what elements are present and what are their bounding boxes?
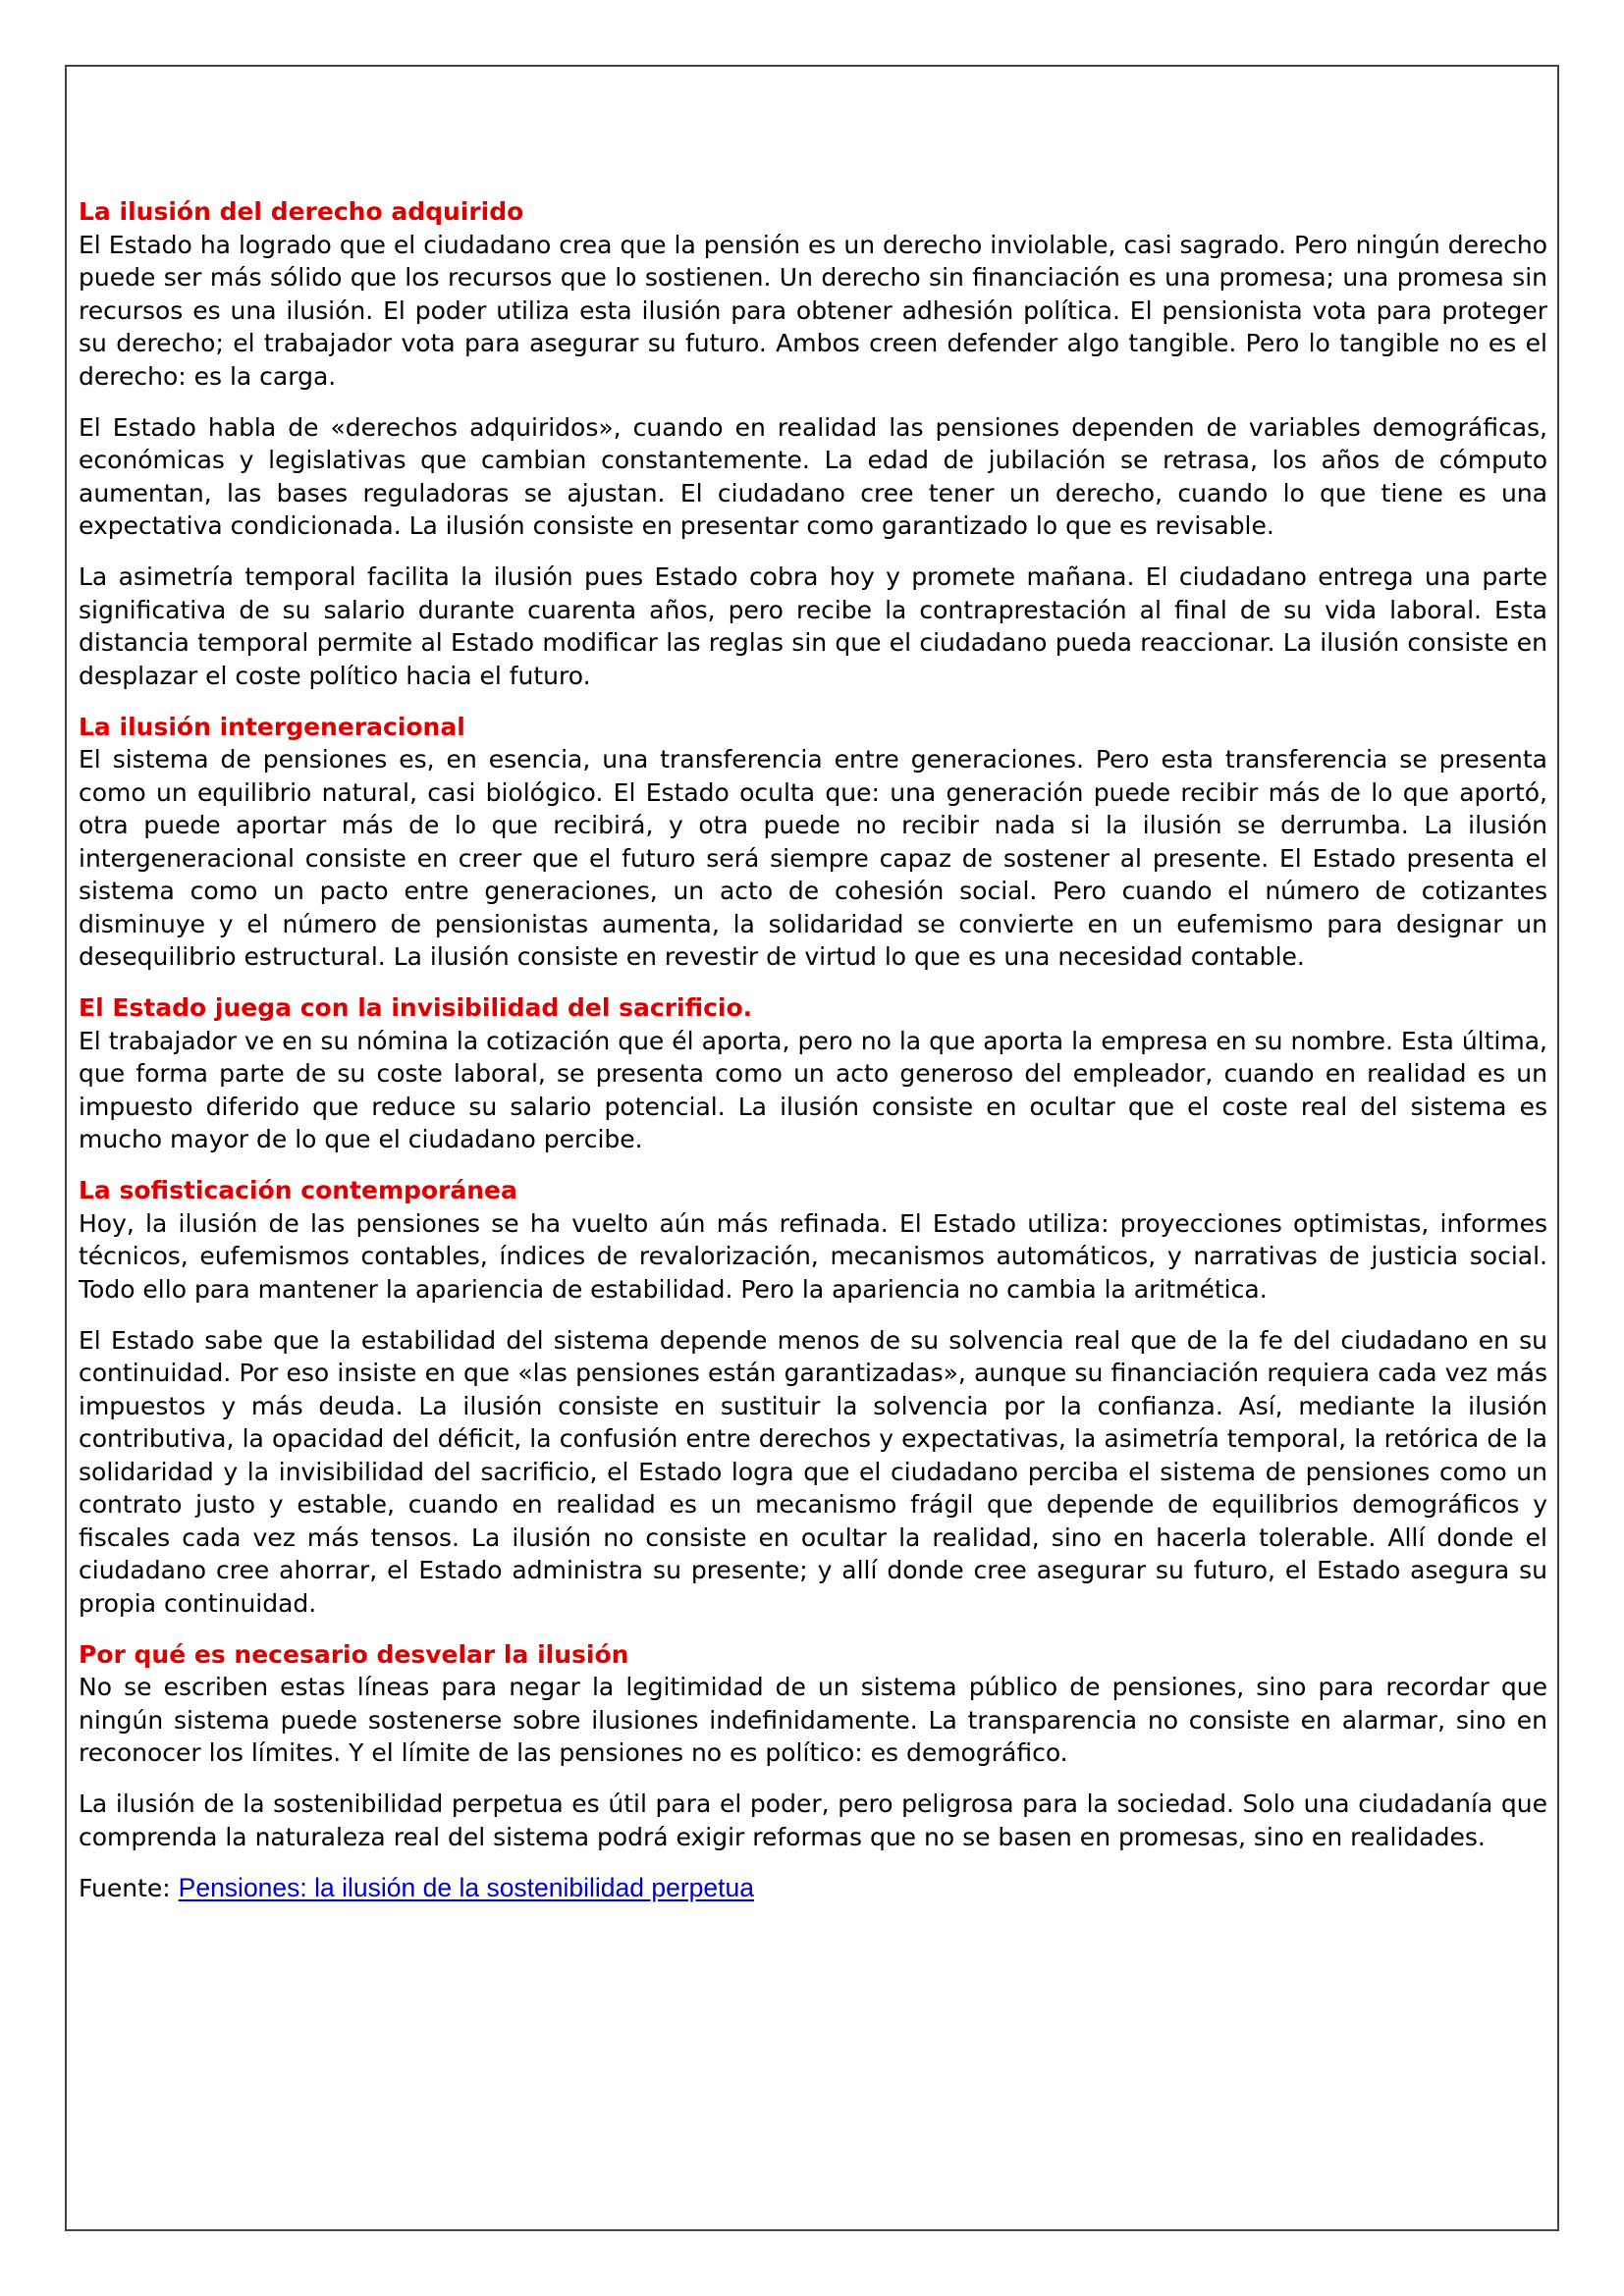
paragraph: El Estado ha logrado que el ciudadano crea que la pensión es un derecho inviolable, casi sagrado. Pero ningún derecho puede ser más sólido que los recursos que lo sostienen. Un derecho sin financiación es una promesa; una promesa sin recursos es una ilusión. El poder utiliza esta ilusión para obtener adhesión política. El pensionista vota para proteger su derecho; el trabajador vota para asegurar su futuro. Ambos creen defender algo tangible. Pero lo tangible no es el derecho: es la carga. [79, 230, 1547, 391]
section-heading: La ilusión del derecho adquirido [79, 197, 524, 226]
section-sofisticacion [79, 1174, 1547, 1306]
paragraph: El Estado habla de «derechos adquiridos», cuando en realidad las pensiones dependen de variables demográficas, económicas y legislativas que cambian constantemente. La edad de jubilación se retrasa, los años de cómputo aumentan, las bases reguladoras se ajustan. El ciudadano cree tener un derecho, cuando lo que tiene es una expectativa condicionada. La ilusión consiste en presentar como garantizado lo que es revisable. [79, 412, 1547, 540]
section-heading: La ilusión intergeneracional [79, 712, 465, 741]
section-heading: Por qué es necesario desvelar la ilusión [79, 1639, 629, 1669]
source-label: Fuente: [79, 1873, 171, 1902]
section-desvelar-ilusion [79, 1638, 1547, 1770]
paragraph: Hoy, la ilusión de las pensiones se ha vuelto aún más refinada. El Estado utiliza: proyecciones optimistas, informes técnicos, eufemismos contables, índices de revalorización, mecanismos automáticos, y narrativas de justicia social. Todo ello para mantener la apariencia de estabilidad. Pero la apariencia no cambia la aritmética. [79, 1208, 1547, 1304]
section-derecho-adquirido [79, 195, 1547, 393]
paragraph: El Estado sabe que la estabilidad del sistema depende menos de su solvencia real que de la fe del ciudadano en su continuidad. Por eso insiste en que «las pensiones están garantizadas», aunque su financiación requiera cada vez más impuestos y más deuda. La ilusión consiste en sustituir la solvencia por la confianza. Así, mediante la ilusión contributiva, la opacidad del déficit, la confusión entre derechos y expectativas, la asimetría temporal, la retórica de la solidaridad y la invisibilidad del sacrificio, el Estado logra que el ciudadano perciba el sistema de pensiones como un contrato justo y estable, cuando en realidad es un mecanismo frágil que depende de equilibrios demográficos y fiscales cada vez más tensos. La ilusión no consiste en ocultar la realidad, sino en hacerla tolerable. Allí donde el ciudadano cree ahorrar, el Estado administra su presente; y allí donde cree asegurar su futuro, el Estado asegura su propia continuidad. [79, 1325, 1547, 1618]
paragraph: La asimetría temporal facilita la ilusión pues Estado cobra hoy y promete mañana. El ciudadano entrega una parte significativa de su salario durante cuarenta años, pero recibe la contraprestación al final de su vida laboral. Esta distancia temporal permite al Estado modificar las reglas sin que el ciudadano pueda reaccionar. La ilusión consiste en desplazar el coste político hacia el futuro. [79, 562, 1547, 690]
paragraph-block [79, 1788, 1547, 1853]
source-line [79, 1872, 1547, 1905]
paragraph-block [79, 561, 1547, 692]
section-heading: El Estado juega con la invisibilidad del sacrificio. [79, 993, 753, 1022]
paragraph: No se escriben estas líneas para negar la legitimidad de un sistema público de pensiones, sino para recordar que ningún sistema puede sostenerse sobre ilusiones indefinidamente. La transparencia no consiste en alarmar, sino en reconocer los límites. Y el límite de las pensiones no es político: es demográfico. [79, 1673, 1547, 1767]
section-heading: La sofisticación contemporánea [79, 1176, 517, 1204]
section-invisibilidad-sacrificio [79, 991, 1547, 1156]
paragraph: La ilusión de la sostenibilidad perpetua es útil para el poder, pero peligrosa para la sociedad. Solo una ciudadanía que comprenda la naturaleza real del sistema podrá exigir reformas que no se basen en promesas, sino en realidades. [79, 1789, 1547, 1851]
paragraph-block [79, 411, 1547, 543]
paragraph: El sistema de pensiones es, en esencia, una transferencia entre generaciones. Pero esta transferencia se presenta como un equilibrio natural, casi biológico. El Estado oculta que: una generación puede recibir más de lo que aportó, otra puede aportar más de lo que recibirá, y otra puede no recibir nada si la ilusión se derrumba. La ilusión intergeneracional consiste en creer que el futuro será siempre capaz de sostener al presente. El Estado presenta el sistema como un pacto entre generaciones, un acto de cohesión social. Pero cuando el número de cotizantes disminuye y el número de pensionistas aumenta, la solidaridad se convierte en un eufemismo para designar un desequilibrio estructural. La ilusión consiste en revestir de virtud lo que es una necesidad contable. [79, 745, 1547, 971]
paragraph: El trabajador ve en su nómina la cotización que él aporta, pero no la que aporta la empresa en su nombre. Esta última, que forma parte de su coste laboral, se presenta como un acto generoso del empleador, cuando en realidad es un impuesto diferido que reduce su salario potencial. La ilusión consiste en ocultar que el coste real del sistema es mucho mayor de lo que el ciudadano percibe. [79, 1026, 1547, 1153]
article-body [79, 195, 1547, 1904]
section-intergeneracional [79, 711, 1547, 974]
paragraph-block [79, 1324, 1547, 1621]
source-link[interactable]: Pensiones: la ilusión de la sostenibilidad perpetua [178, 1872, 754, 1902]
